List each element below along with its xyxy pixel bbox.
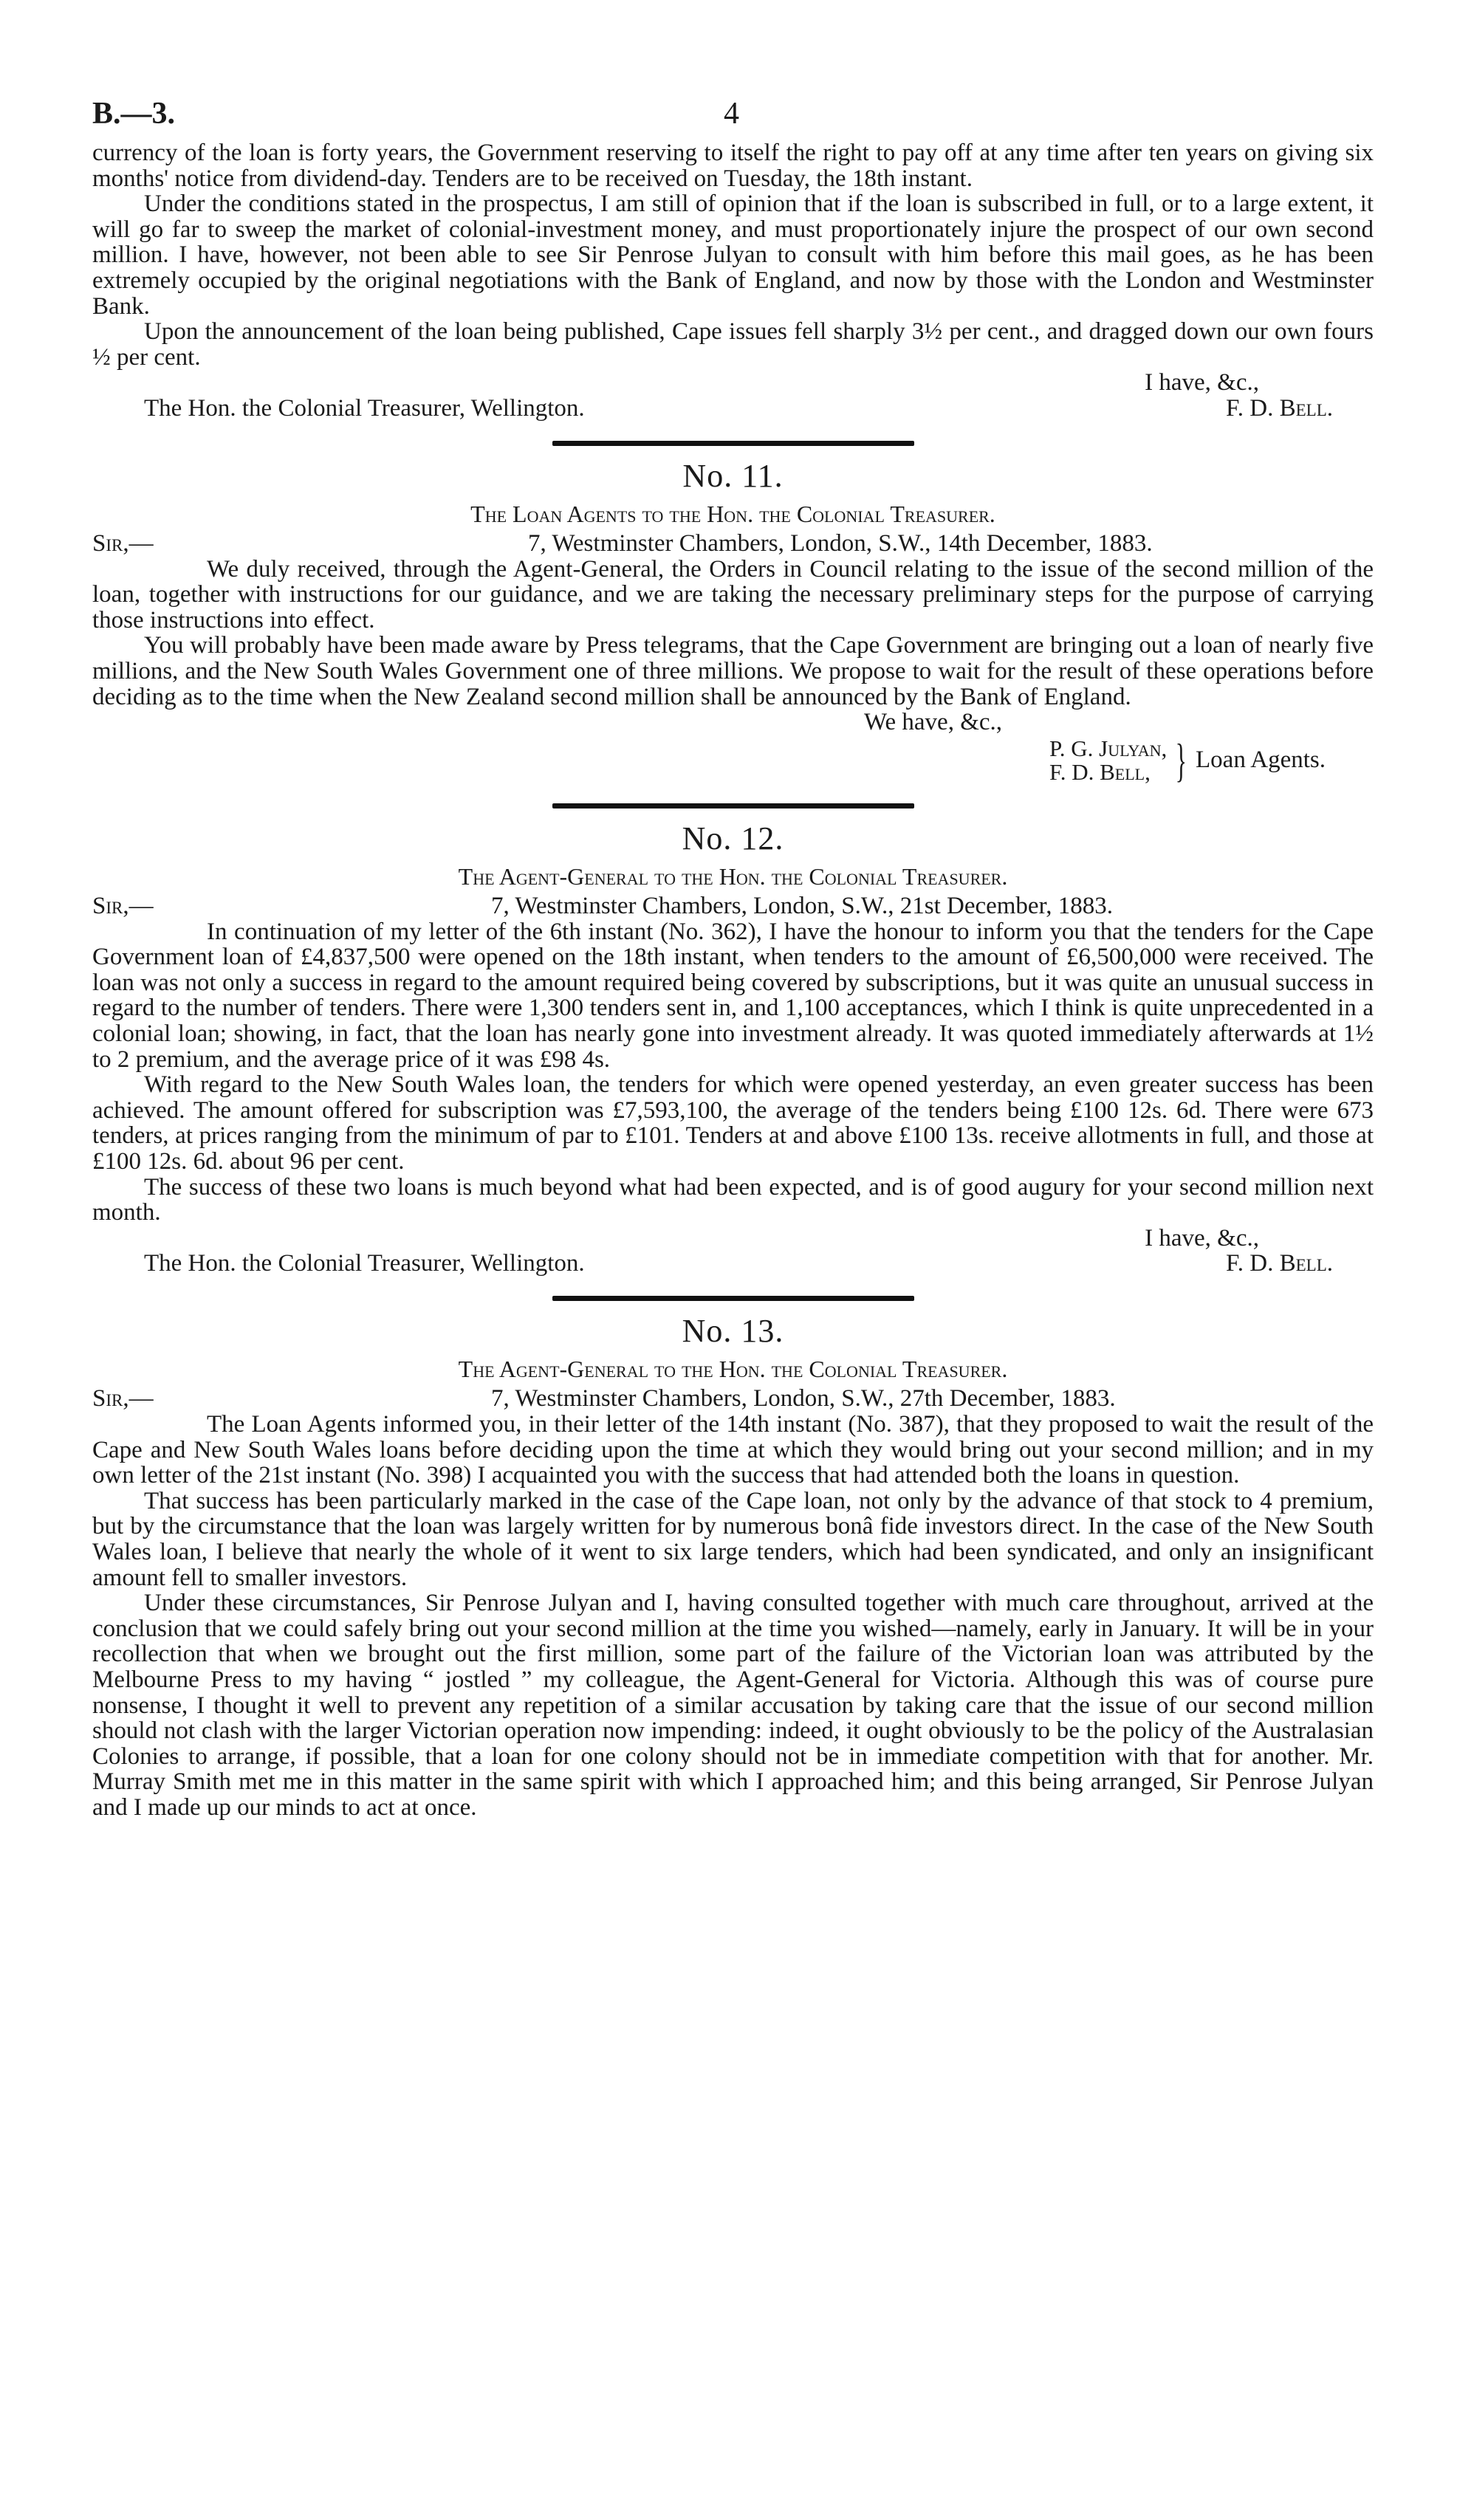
salutation-row <box>92 530 1374 557</box>
signature-row <box>92 1251 1374 1277</box>
paragraph: The success of these two loans is much beyond what had been expected, and is of good augury for your second million next month. <box>92 1173 1374 1226</box>
paragraph: Under these circumstances, Sir Penrose Julyan and I, having consulted together with much care throughout, arrived at the conclusion that we could safely bring out your second million at the time you wished—namely, early in January. It will be in your recollection that when we brought out the first million, some part of the failure of the Victorian loan was attributed by the Melbourne Press to my having “ jostled ” my colleague, the Agent-General for Victoria. Although this was of course pure nonsense, I thought it well to prevent any repetition of a similar accusation by taking care that the issue of our second million should not clash with the larger Victorian operation now impending: indeed, it ought obviously to be the policy of the Australasian Colonies to arrange, if possible, that a loan for one colony should not be in immediate competition with that for another. Mr. Murray Smith met me in this matter in the same spirit with which I approached him; and this being arranged, Sir Penrose Julyan and I made up our minds to act at once. <box>92 1590 1374 1821</box>
signatories <box>1049 737 1167 784</box>
closing-row <box>92 370 1374 396</box>
salutation: Sir,— <box>92 892 154 919</box>
letter-continuation <box>92 140 1374 422</box>
parliamentary-paper-code: B.—3. <box>92 97 176 131</box>
closing: I have, &c., <box>1145 369 1259 396</box>
letter-no-12 <box>92 820 1374 1277</box>
paragraph: currency of the loan is forty years, the Government reserving to itself the right to pay off at any time after ten years on giving six months' notice from dividend-day. Tenders are to be received on Tuesday, the 18th instant. <box>92 140 1374 192</box>
salutation-row <box>92 893 1374 919</box>
paragraph: The Loan Agents informed you, in their letter of the 14th instant (No. 387), that they proposed to wait the result of the Cape and New South Wales loans before deciding upon the time at which they would bring out your second million; and in my own letter of the 21st instant (No. 398) I acquainted you with the success that had attended both the loans in question. <box>92 1411 1374 1489</box>
document-page <box>92 96 1374 1821</box>
section-divider <box>552 1296 914 1301</box>
closing-row <box>92 1226 1374 1252</box>
running-head <box>92 96 1374 140</box>
paragraph: We duly received, through the Agent-General, the Orders in Council relating to the issue of the second million of the loan, together with instructions for our guidance, and we are taking the necessary preliminary steps for the purpose of carrying those instructions into effect. <box>92 555 1374 634</box>
section-divider <box>552 803 914 808</box>
signature-row <box>92 396 1374 422</box>
closing: We have, &c., <box>864 709 1003 736</box>
paragraph: With regard to the New South Wales loan, the tenders for which were opened yesterday, an even greater success has been achieved. The amount offered for subscription was £7,593,100, the average of the tenders being £100 12s. 6d. There were 673 tenders, at prices ranging from the minimum of par to £101. Tenders at and above £100 13s. receive allotments in full, and those at £100 12s. 6d. about 96 per cent. <box>92 1071 1374 1175</box>
letter-route: The Agent-General to the Hon. the Colonial Treasurer. <box>458 862 1008 890</box>
paragraph: Under the conditions stated in the prospectus, I am still of opinion that if the loan is subscribed in full, or to a large extent, it will go far to sweep the market of colonial-investment money, and must proportionately injure the prospect of our own second million. I have, however, not been able to see Sir Penrose Julyan to consult with him before this mail goes, as he has been extremely occupied by the original negotiations with the Bank of England, and now by those with the London and Westminster Bank. <box>92 190 1374 320</box>
signatory-role: Loan Agents. <box>1196 746 1326 774</box>
closing: I have, &c., <box>1145 1224 1259 1252</box>
page-number: 4 <box>724 97 739 131</box>
salutation-row <box>92 1385 1374 1412</box>
letter-no-11 <box>92 458 1374 784</box>
letter-route: The Agent-General to the Hon. the Colonial Treasurer. <box>458 1356 1008 1382</box>
letter-no-13 <box>92 1313 1374 1821</box>
signatory: F. D. Bell, <box>1049 758 1151 785</box>
paragraph: Upon the announcement of the loan being published, Cape issues fell sharply 3½ per cent., and dragged down our own fours ½ per cent. <box>92 318 1374 371</box>
letter-number: No. 13. <box>682 1313 784 1349</box>
addressee: The Hon. the Colonial Treasurer, Wellington. <box>144 394 585 422</box>
paragraph: In continuation of my letter of the 6th instant (No. 362), I have the honour to inform you that the tenders for the Cape Government loan of £4,837,500 were opened on the 18th instant, when tenders to the amount of £6,500,000 were received. The loan was not only a success in regard to the amount required being covered by subscriptions, but it was quite an unusual success in regard to the number of tenders. There were 1,300 tenders sent in, and 1,100 acceptances, which I think is quite unprecedented in a colonial loan; showing, in fact, that the loan has nearly gone into investment already. It was quoted immediately afterwards at 1½ to 2 premium, and the average price of it was £98 4s. <box>92 918 1374 1073</box>
brace-glyph: } <box>1175 733 1187 786</box>
salutation: Sir,— <box>92 529 154 557</box>
letter-number: No. 11. <box>682 457 784 494</box>
dateline: 7, Westminster Chambers, London, S.W., 14th December, 1883. <box>528 529 1153 557</box>
paragraph: That success has been particularly marked in the case of the Cape loan, not only by the advance of that stock to 4 premium, but by the circumstance that the loan was largely written for by numerous bonâ fide investors direct. In the case of the New South Wales loan, I believe that nearly the whole of it went to six large tenders, which had been syndicated, and only an insignificant amount fell to smaller investors. <box>92 1487 1374 1591</box>
addressee: The Hon. the Colonial Treasurer, Wellington. <box>144 1250 585 1277</box>
salutation: Sir,— <box>92 1385 154 1412</box>
section-divider <box>552 441 914 446</box>
dateline: 7, Westminster Chambers, London, S.W., 21st December, 1883. <box>491 892 1113 919</box>
signatory: P. G. Julyan, <box>1049 735 1168 761</box>
dateline: 7, Westminster Chambers, London, S.W., 27th December, 1883. <box>491 1385 1116 1412</box>
letter-route: The Loan Agents to the Hon. the Colonial Treasurer. <box>470 500 995 527</box>
signature-block <box>92 733 1326 786</box>
signature: F. D. Bell. <box>1226 394 1333 422</box>
paragraph: You will probably have been made aware by Press telegrams, that the Cape Government are bringing out a loan of nearly five millions, and the New South Wales Government one of three millions. We propose to wait for the result of these operations before deciding as to the time when the New Zealand second million shall be announced by the Bank of England. <box>92 632 1374 710</box>
letter-number: No. 12. <box>682 820 784 856</box>
signature: F. D. Bell. <box>1226 1250 1333 1277</box>
